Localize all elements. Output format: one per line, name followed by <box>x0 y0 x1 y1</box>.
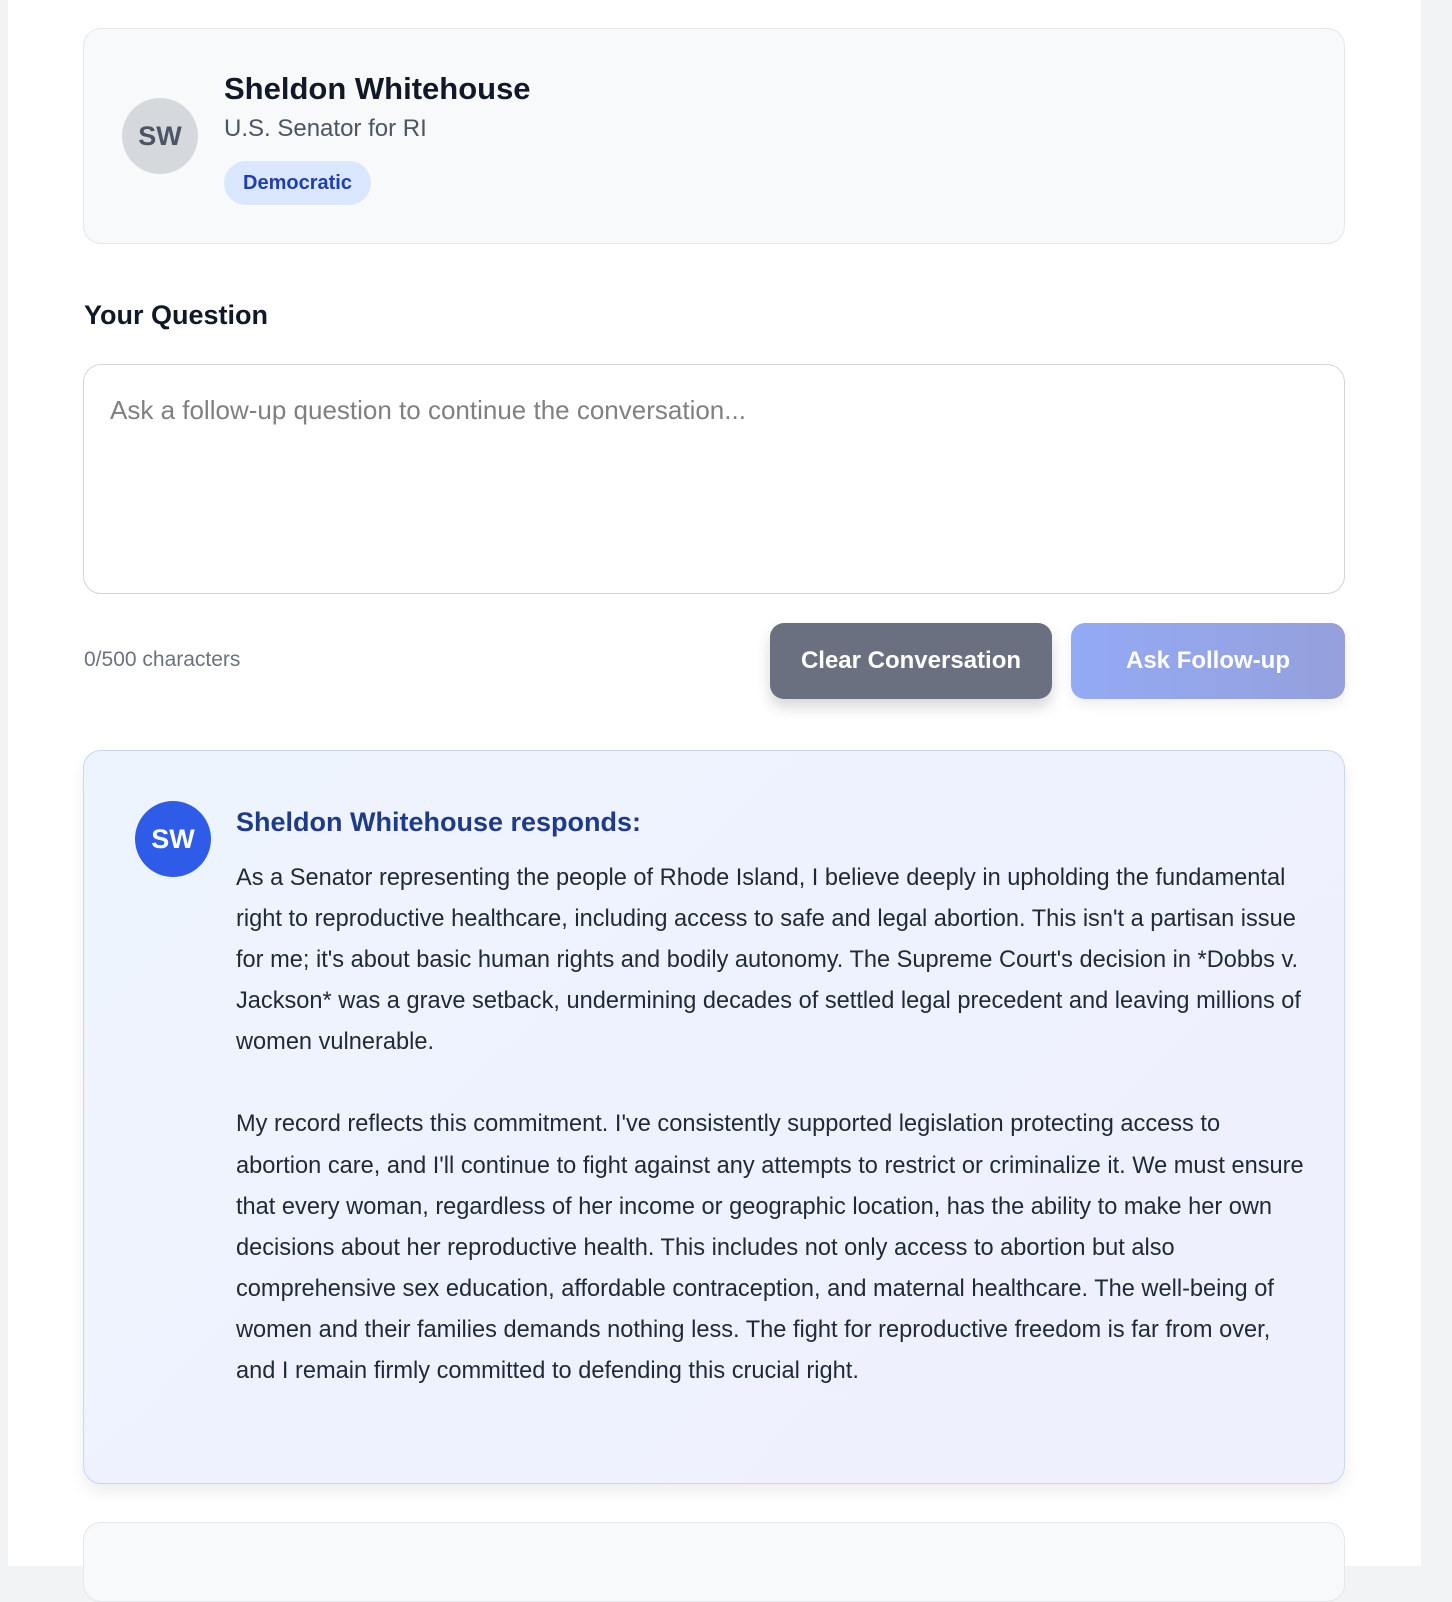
representative-name: Sheldon Whitehouse <box>224 71 531 106</box>
next-card <box>83 1522 1345 1602</box>
avatar: SW <box>122 98 198 174</box>
response-paragraph: My record reflects this commitment. I've consistently supported legislation protecting access to abortion care, and I'll continue to fight against any attempts to restrict or criminalize it. We must ensure that every woman, regardless of her income or geographic location, has the ability to make her own decisions about her reproductive health. This includes not only access to abortion but also comprehensive sex education, affordable contraception, and maternal healthcare. The well-being of women and their families demands nothing less. The fight for reproductive freedom is far from over, and I remain firmly committed to defending this crucial right. <box>236 1111 1304 1385</box>
representative-card <box>83 28 1345 244</box>
response-heading: Sheldon Whitehouse responds: <box>236 807 642 837</box>
response-body <box>236 858 1306 1392</box>
character-count: 0/500 characters <box>84 648 241 671</box>
page <box>8 0 1421 1566</box>
ask-follow-up-button[interactable]: Ask Follow-up <box>1071 623 1345 699</box>
clear-conversation-button[interactable]: Clear Conversation <box>770 623 1052 699</box>
response-avatar: SW <box>135 801 211 877</box>
question-input[interactable] <box>83 364 1345 594</box>
response-card <box>83 750 1345 1484</box>
representative-title: U.S. Senator for RI <box>224 115 427 142</box>
party-badge: Democratic <box>224 161 371 205</box>
question-heading: Your Question <box>84 300 269 330</box>
response-paragraph: As a Senator representing the people of Rhode Island, I believe deeply in upholding the fundamental right to reproductive healthcare, including access to safe and legal abortion. This isn't a partisan issue for me; it's about basic human rights and bodily autonomy. The Supreme Court's decision in *Dobbs v. Jackson* was a grave setback, undermining decades of settled legal precedent and leaving millions of women vulnerable. <box>236 865 1301 1056</box>
